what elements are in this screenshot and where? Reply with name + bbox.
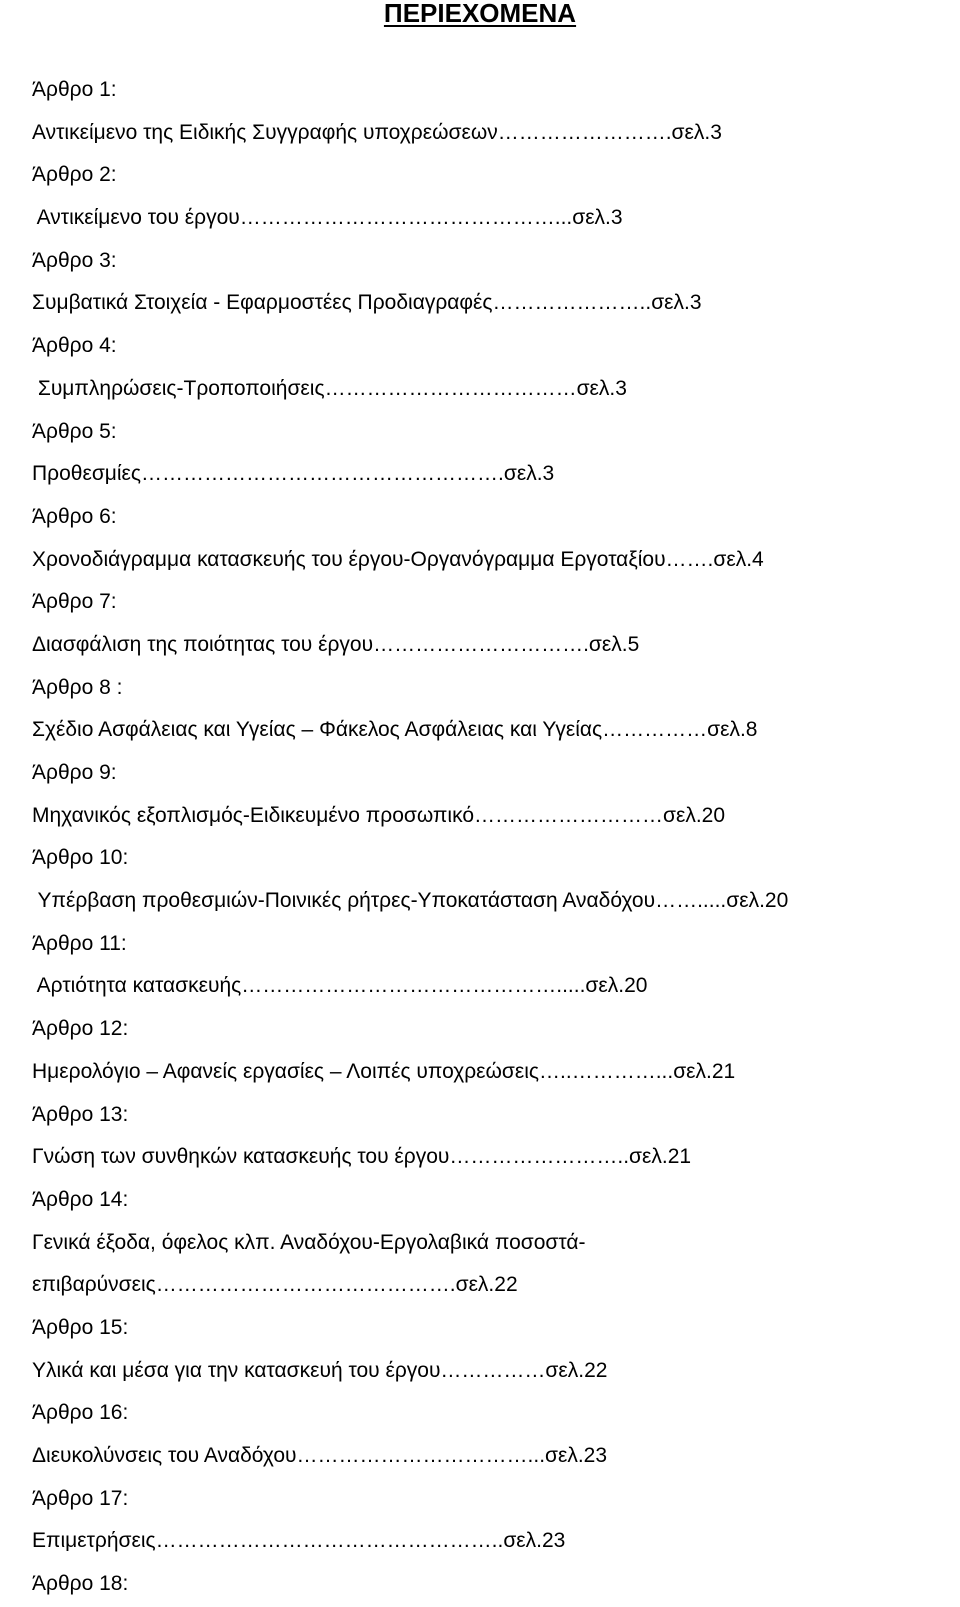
article-heading: Άρθρο 4: bbox=[32, 334, 117, 358]
toc-entry: Προθεσμίες…………………………………………….σελ.3 bbox=[32, 462, 555, 486]
article-heading: Άρθρο 13: bbox=[32, 1102, 129, 1126]
article-heading: Άρθρο 12: bbox=[32, 1017, 129, 1041]
article-heading: Άρθρο 3: bbox=[32, 248, 117, 272]
toc-entry: επιβαρύνσεις…………………………………….σελ.22 bbox=[32, 1273, 518, 1297]
article-heading: Άρθρο 16: bbox=[32, 1401, 129, 1425]
article-heading: Άρθρο 18: bbox=[32, 1572, 129, 1596]
article-heading: Άρθρο 8 : bbox=[32, 675, 123, 699]
toc-entry: Διασφάλιση της ποιότητας του έργου………………………….σελ.5 bbox=[32, 632, 640, 656]
article-heading: Άρθρο 17: bbox=[32, 1486, 129, 1510]
article-heading: Άρθρο 9: bbox=[32, 761, 117, 784]
toc-entry: Αντικείμενο του έργου………………………………………...σελ.3 bbox=[32, 206, 623, 230]
toc-entry: Ημερολόγιο – Αφανείς εργασίες – Λοιπές υποχρεώσεις…..…………...σελ.21 bbox=[32, 1059, 736, 1083]
article-heading: Άρθρο 11: bbox=[32, 931, 127, 955]
table-of-contents bbox=[32, 69, 952, 1606]
article-heading: Άρθρο 15: bbox=[32, 1315, 129, 1339]
toc-entry: Διευκολύνσεις του Αναδόχου……………………………...σελ.23 bbox=[32, 1444, 608, 1467]
article-heading: Άρθρο 2: bbox=[32, 163, 117, 187]
toc-entry: Γνώση των συνθηκών κατασκευής του έργου……………………..σελ.21 bbox=[32, 1145, 692, 1169]
toc-entry: Υπέρβαση προθεσμιών-Ποινικές ρήτρες-Υποκατάσταση Αναδόχου…….....σελ.20 bbox=[32, 889, 789, 913]
article-heading: Άρθρο 14: bbox=[32, 1187, 129, 1211]
article-heading: Άρθρο 7: bbox=[32, 590, 117, 614]
toc-entry: Σχέδιο Ασφάλειας και Υγείας – Φάκελος Ασφάλειας και Υγείας……………σελ.8 bbox=[32, 718, 758, 742]
article-heading: Άρθρο 6: bbox=[32, 504, 117, 528]
toc-entry: Μηχανικός εξοπλισμός-Ειδικευμένο προσωπικό………………………σελ.20 bbox=[32, 803, 726, 827]
toc-entry: Συμπληρώσεις-Τροποποιήσεις………………………………σελ.3 bbox=[32, 376, 627, 400]
toc-entry: Χρονοδιάγραμμα κατασκευής του έργου-Οργανόγραμμα Εργοταξίου…….σελ.4 bbox=[32, 547, 764, 571]
toc-entry: Αντικείμενο της Ειδικής Συγγραφής υποχρεώσεων…………………….σελ.3 bbox=[32, 120, 722, 144]
toc-entry: Επιμετρήσεις…………………………………………..σελ.23 bbox=[32, 1529, 566, 1553]
article-heading: Άρθρο 5: bbox=[32, 419, 117, 443]
page-title: ΠΕΡΙΕΧΟΜΕΝΑ bbox=[383, 0, 577, 28]
toc-entry: Συμβατικά Στοιχεία - Εφαρμοστέες Προδιαγραφές…………………..σελ.3 bbox=[32, 291, 702, 315]
article-heading: Άρθρο 10: bbox=[32, 846, 129, 870]
toc-entry: Γενικά έξοδα, όφελος κλπ. Αναδόχου-Εργολαβικά ποσοστά- bbox=[32, 1230, 586, 1254]
toc-entry: Υλικά και μέσα για την κατασκευή του έργου……………σελ.22 bbox=[32, 1358, 608, 1382]
toc-entry: Αρτιότητα κατασκευής……………………………………….....σελ.20 bbox=[32, 974, 648, 998]
article-heading: Άρθρο 1: bbox=[32, 78, 117, 101]
